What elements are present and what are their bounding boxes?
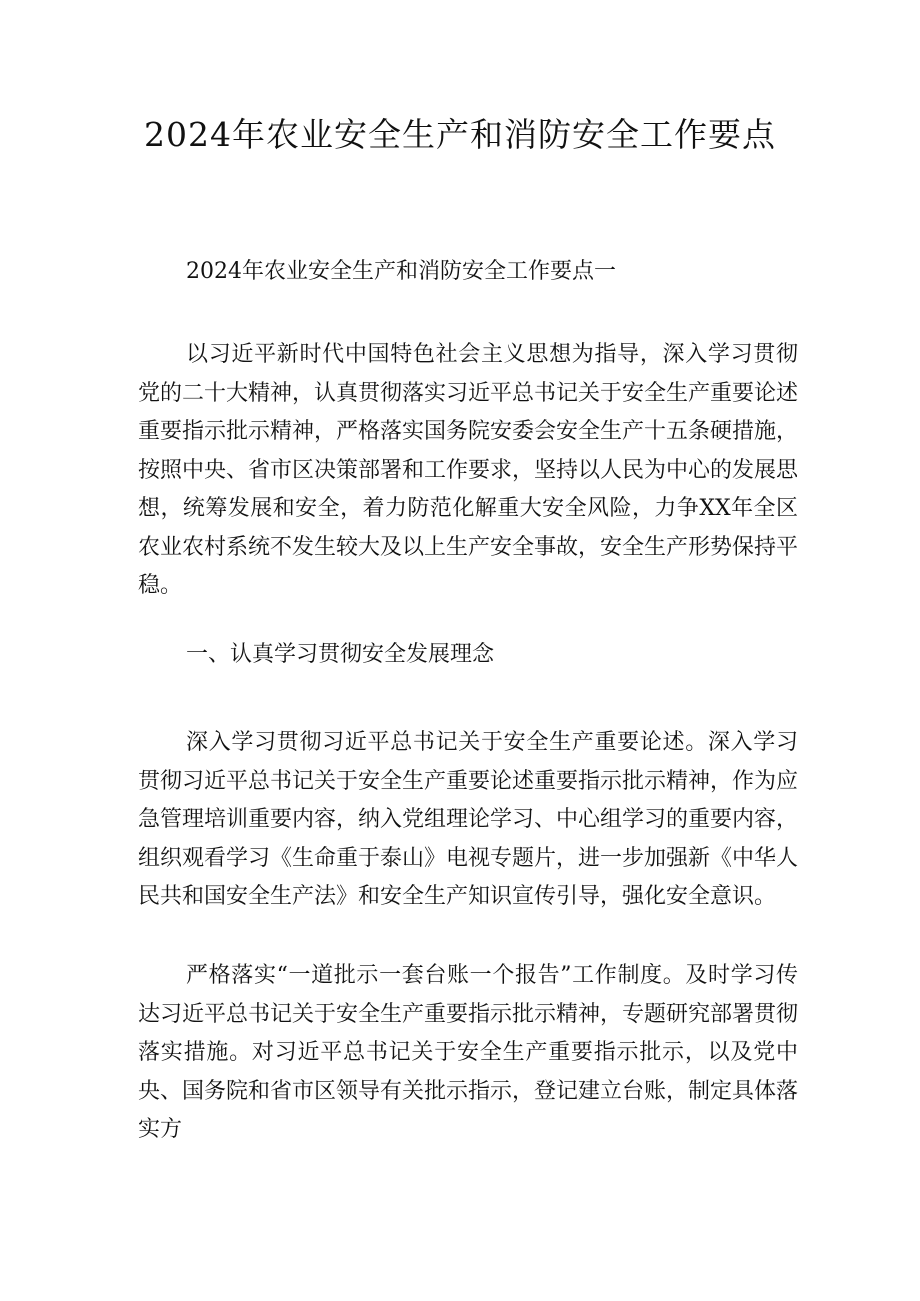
- document-title: 2024年农业安全生产和消防安全工作要点: [144, 115, 776, 154]
- intro-paragraph: 以习近平新时代中国特色社会主义思想为指导，深入学习贯彻党的二十大精神，认真贯彻落实习近平总书记关于安全生产重要论述重要指示批示精神，严格落实国务院安委会安全生产十五条硬措施，按照中央、省市区决策部署和工作要求，坚持以人民为中心的发展思想，统筹发展和安全，着力防范化解重大安全风险，力争XX年全区农业农村系统不发生较大及以上生产安全事故，安全生产形势保持平稳。: [138, 342, 799, 598]
- document-subtitle: 2024年农业安全生产和消防安全工作要点一: [186, 259, 616, 284]
- section-1-paragraph-1: 深入学习贯彻习近平总书记关于安全生产重要论述。深入学习贯彻习近平总书记关于安全生产重要论述重要指示批示精神，作为应急管理培训重要内容，纳入党组理论学习、中心组学习的重要内容，组织观看学习《生命重于泰山》电视专题片，进一步加强新《中华人民共和国安全生产法》和安全生产知识宣传引导，强化安全意识。: [138, 730, 799, 909]
- section-1-heading: 一、认真学习贯彻安全发展理念: [186, 642, 495, 667]
- section-1-paragraph-2: 严格落实“一道批示一套台账一个报告”工作制度。及时学习传达习近平总书记关于安全生产重要指示批示精神，专题研究部署贯彻落实措施。对习近平总书记关于安全生产重要指示批示，以及党中央、国务院和省市区领导有关批示指示，登记建立台账，制定具体落实方: [138, 963, 799, 1142]
